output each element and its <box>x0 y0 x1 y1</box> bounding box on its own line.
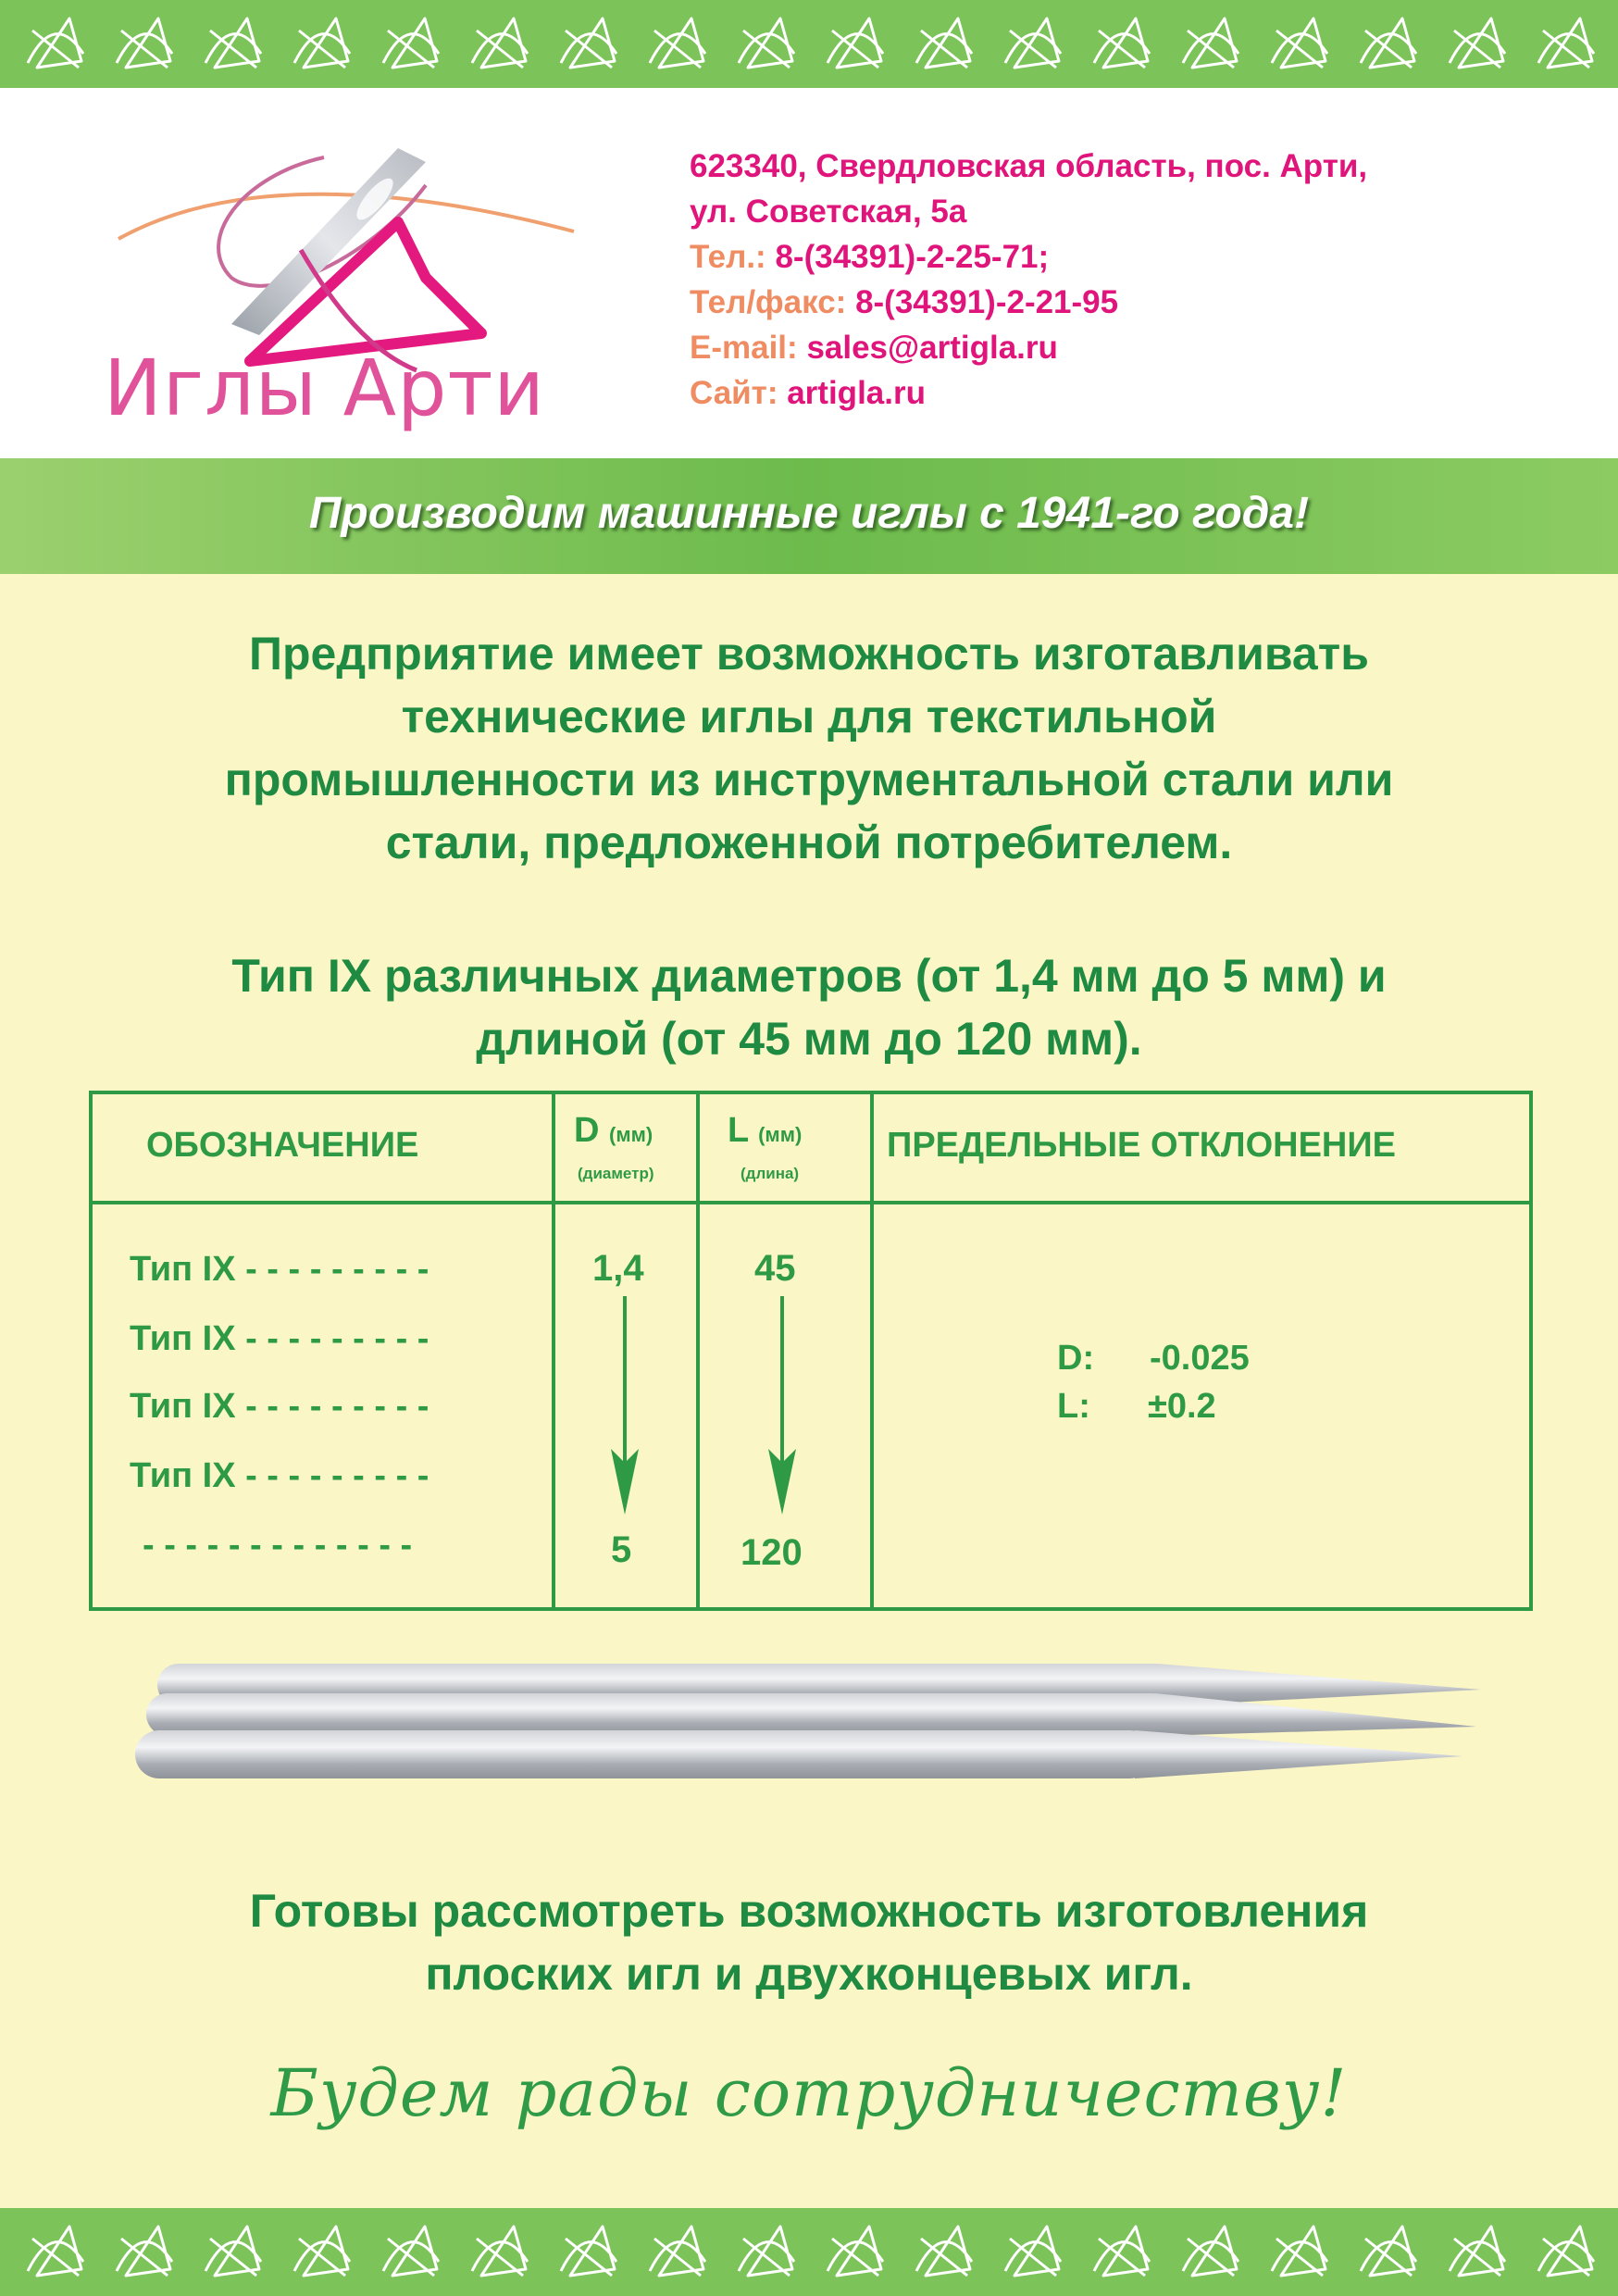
needle-motif-icon <box>1538 19 1594 68</box>
email-label: E-mail: <box>690 330 798 366</box>
table-divider <box>870 1091 874 1611</box>
needle-motif-icon <box>205 2227 261 2276</box>
needle-pattern-icon <box>0 2208 1618 2296</box>
col-d-header <box>574 1111 653 1151</box>
needle-motif-icon <box>383 19 439 68</box>
needle-motif-icon <box>739 19 794 68</box>
needle-motif-icon <box>650 19 705 68</box>
table-row-designation: - - - - - - - - - - - - - <box>143 1526 413 1565</box>
needle-motif-icon <box>294 19 350 68</box>
table-header-divider <box>89 1201 1533 1204</box>
needle-pattern-icon <box>0 0 1618 88</box>
intro-line: стали, предложенной потребителем. <box>385 817 1233 868</box>
intro-line: Предприятие имеет возможность изготавливать <box>249 628 1369 680</box>
needle-motif-icon <box>1450 2227 1505 2276</box>
col-d-subtitle: (диаметр) <box>578 1165 654 1182</box>
fax-value: 8-(34391)-2-21-95 <box>855 284 1119 320</box>
needle-motif-icon <box>383 2227 439 2276</box>
needle-motif-icon <box>1272 2227 1327 2276</box>
needle-motif-icon <box>1005 19 1061 68</box>
needle-motif-icon <box>28 19 83 68</box>
fax-label: Тел/факс: <box>690 284 847 320</box>
phone-value: 8-(34391)-2-25-71; <box>775 239 1050 275</box>
needle-motif-icon <box>561 2227 616 2276</box>
d-range-arrow-icon <box>592 1296 657 1518</box>
intro-line: промышленности из инструментальной стали или <box>224 754 1394 805</box>
needle-motif-icon <box>1094 2227 1150 2276</box>
needle-motif-icon <box>472 19 528 68</box>
needle-motif-icon <box>1183 19 1238 68</box>
table-row-designation: Тип IX - - - - - - - - - <box>130 1319 429 1358</box>
bottom-decorative-band <box>0 2208 1618 2296</box>
slogan: Производим машинные иглы с 1941-го года! <box>308 489 1310 538</box>
table-divider <box>552 1091 555 1611</box>
needle-motif-icon <box>1183 2227 1238 2276</box>
needle-motif-icon <box>916 2227 972 2276</box>
l-from-value: 45 <box>754 1248 796 1289</box>
needle-motif-icon <box>294 2227 350 2276</box>
phone-row <box>690 234 1367 280</box>
closing-line: Готовы рассмотреть возможность изготовления <box>249 1885 1369 1937</box>
needle-motif-icon <box>1005 2227 1061 2276</box>
needle-motif-icon <box>1538 2227 1594 2276</box>
needle-motif-icon <box>1272 19 1327 68</box>
col-d-letter: D <box>574 1111 600 1150</box>
needle-motif-icon <box>650 2227 705 2276</box>
needle-motif-icon <box>1094 19 1150 68</box>
site-label: Сайт: <box>690 375 778 411</box>
closing-line: плоских игл и двухконцевых игл. <box>425 1948 1193 2000</box>
col-l-unit: (мм) <box>758 1123 803 1146</box>
table-row-designation: Тип IX - - - - - - - - - <box>130 1387 429 1426</box>
site-row <box>690 370 1367 416</box>
table-row-designation: Тип IX - - - - - - - - - <box>130 1250 429 1289</box>
tolerance-l-label: L: <box>1057 1387 1090 1426</box>
col-l-subtitle: (длина) <box>741 1165 800 1182</box>
type-line: Тип IX различных диаметров (от 1,4 мм до 5 мм) и <box>231 950 1387 1002</box>
col-designation-header: ОБОЗНАЧЕНИЕ <box>146 1126 419 1165</box>
d-to-value: 5 <box>611 1529 632 1570</box>
fax-row <box>690 280 1367 325</box>
needle-motif-icon <box>828 19 883 68</box>
tolerance-l-value: ±0.2 <box>1148 1387 1216 1426</box>
l-range-arrow-icon <box>750 1296 815 1518</box>
needle-motif-icon <box>1450 19 1505 68</box>
needle-motif-icon <box>739 2227 794 2276</box>
needle-motif-icon <box>28 2227 83 2276</box>
col-l-letter: L <box>728 1111 749 1150</box>
l-to-value: 120 <box>741 1532 803 1573</box>
email-link[interactable]: sales@artigla.ru <box>806 330 1058 366</box>
tolerance-d-label: D: <box>1057 1339 1095 1378</box>
col-tolerance-header: ПРЕДЕЛЬНЫЕ ОТКЛОНЕНИЕ <box>887 1126 1397 1165</box>
signoff-text: Будем рады сотрудничеству! <box>270 2055 1348 2131</box>
intro-paragraph <box>0 622 1618 874</box>
needle-motif-icon <box>828 2227 883 2276</box>
address-line-2: ул. Советская, 5а <box>690 193 967 230</box>
site-link[interactable]: artigla.ru <box>787 375 926 411</box>
needle-motif-icon <box>205 19 261 68</box>
table-row-designation: Тип IX - - - - - - - - - <box>130 1456 429 1495</box>
closing-paragraph <box>0 1879 1618 2005</box>
needle-motif-icon <box>117 2227 172 2276</box>
table-divider <box>696 1091 700 1611</box>
intro-line: технические иглы для текстильной <box>401 691 1217 742</box>
d-from-value: 1,4 <box>592 1248 644 1289</box>
col-l-header <box>728 1111 802 1151</box>
logo-text: Иглы Арти <box>104 343 545 433</box>
needle-motif-icon <box>916 19 972 68</box>
top-decorative-band <box>0 0 1618 88</box>
needle-motif-icon <box>117 19 172 68</box>
needle-motif-icon <box>1361 19 1416 68</box>
needle-motif-icon <box>561 19 616 68</box>
needle-motif-icon <box>1361 2227 1416 2276</box>
contact-block <box>690 144 1367 416</box>
tolerance-d-value: -0.025 <box>1150 1339 1250 1378</box>
technical-needles-image <box>130 1653 1500 1819</box>
needle-motif-icon <box>472 2227 528 2276</box>
col-d-unit: (мм) <box>609 1123 653 1146</box>
phone-label: Тел.: <box>690 239 766 275</box>
address-line-1: 623340, Свердловская область, пос. Арти, <box>690 148 1368 184</box>
type-line: длиной (от 45 мм до 120 мм). <box>476 1013 1142 1065</box>
type-description <box>0 944 1618 1070</box>
email-row <box>690 325 1367 370</box>
